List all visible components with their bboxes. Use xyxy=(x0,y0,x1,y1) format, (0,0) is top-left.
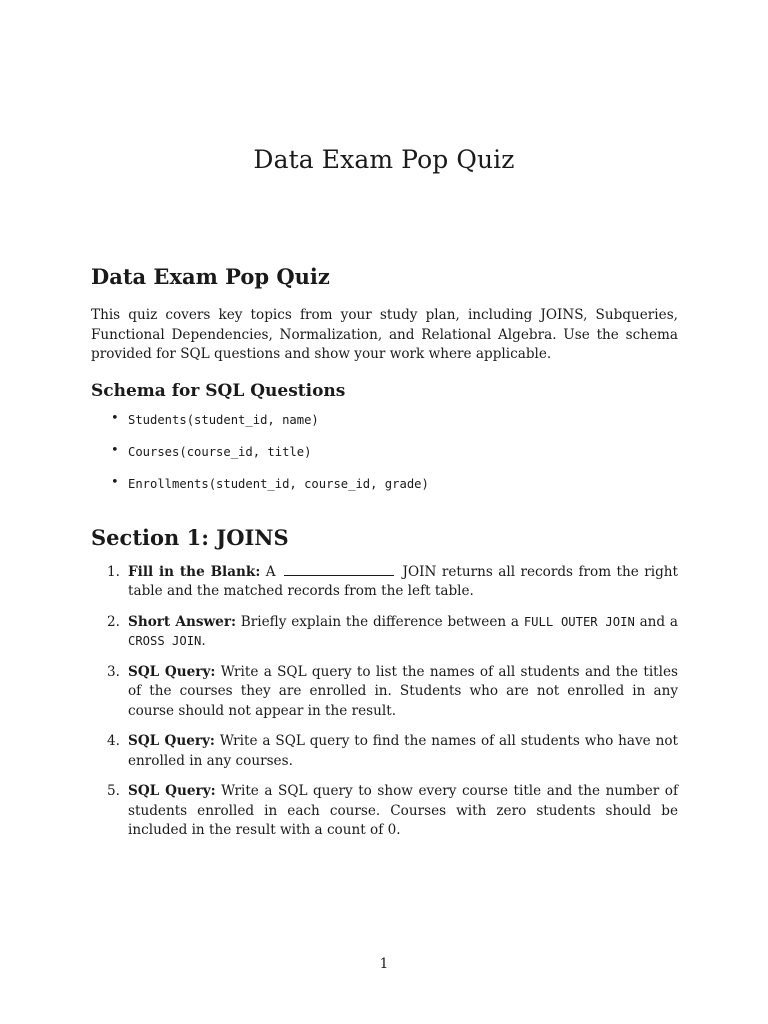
question-number: 1. xyxy=(107,563,120,580)
code-term: FULL OUTER JOIN xyxy=(523,614,635,629)
question-item xyxy=(91,663,678,722)
question-text: Write a SQL query to list the names of all students and the titles of the courses they are enrolled in. Students who are not enrolled in any course should not appear in the result. xyxy=(128,663,679,719)
page-number: 1 xyxy=(379,956,389,972)
schema-item-text: Enrollments(student_id, course_id, grade) xyxy=(128,476,429,491)
question-text: . xyxy=(201,633,206,649)
question-label: Short Answer: xyxy=(128,613,237,630)
question-item xyxy=(91,732,678,771)
schema-heading: Schema for SQL Questions xyxy=(91,380,346,401)
schema-item xyxy=(91,441,678,473)
question-label: SQL Query: xyxy=(128,733,215,749)
question-text: A xyxy=(260,563,276,580)
fill-in-blank xyxy=(284,563,394,576)
question-item xyxy=(91,563,678,602)
question-label: SQL Query: xyxy=(128,783,216,799)
question-number: 5. xyxy=(107,783,120,799)
question-text: Write a SQL query to show every course title and the number of students enrolled in each course. Courses with zero students should be included in the result with a count of 0. xyxy=(128,783,678,838)
question-item xyxy=(91,782,678,841)
schema-item-text: Students(student_id, name) xyxy=(128,412,319,427)
question-text: Briefly explain the difference between a xyxy=(236,613,524,630)
question-text: and a xyxy=(634,613,679,630)
document-body xyxy=(91,262,678,852)
document-title: Data Exam Pop Quiz xyxy=(253,145,515,174)
schema-item xyxy=(91,409,678,441)
question-label: Fill in the Blank: xyxy=(128,563,261,580)
section-heading: Section 1: JOINS xyxy=(91,524,289,550)
question-number: 2. xyxy=(107,613,120,630)
question-number: 4. xyxy=(107,733,120,749)
quiz-heading: Data Exam Pop Quiz xyxy=(91,264,330,289)
question-text: JOIN returns all records from the right table and the matched records from the left table. xyxy=(128,563,678,599)
question-item xyxy=(91,613,678,652)
question-text: Write a SQL query to find the names of all students who have not enrolled in any courses. xyxy=(128,733,678,769)
bullet-icon: • xyxy=(111,442,119,458)
question-number: 3. xyxy=(107,663,120,680)
question-list xyxy=(91,563,678,841)
question-label: SQL Query: xyxy=(128,663,216,680)
schema-list xyxy=(91,409,678,505)
schema-item xyxy=(91,473,678,505)
intro-paragraph: This quiz covers key topics from your study plan, including JOINS, Subqueries, Functional Dependencies, Normalization, and Relational Algebra. Use the schema provided for SQL questions and show your work where applicable. xyxy=(91,307,678,362)
code-term: CROSS JOIN xyxy=(128,634,202,648)
schema-item-text: Courses(course_id, title) xyxy=(128,444,312,459)
bullet-icon: • xyxy=(111,410,119,426)
bullet-icon: • xyxy=(111,474,119,490)
